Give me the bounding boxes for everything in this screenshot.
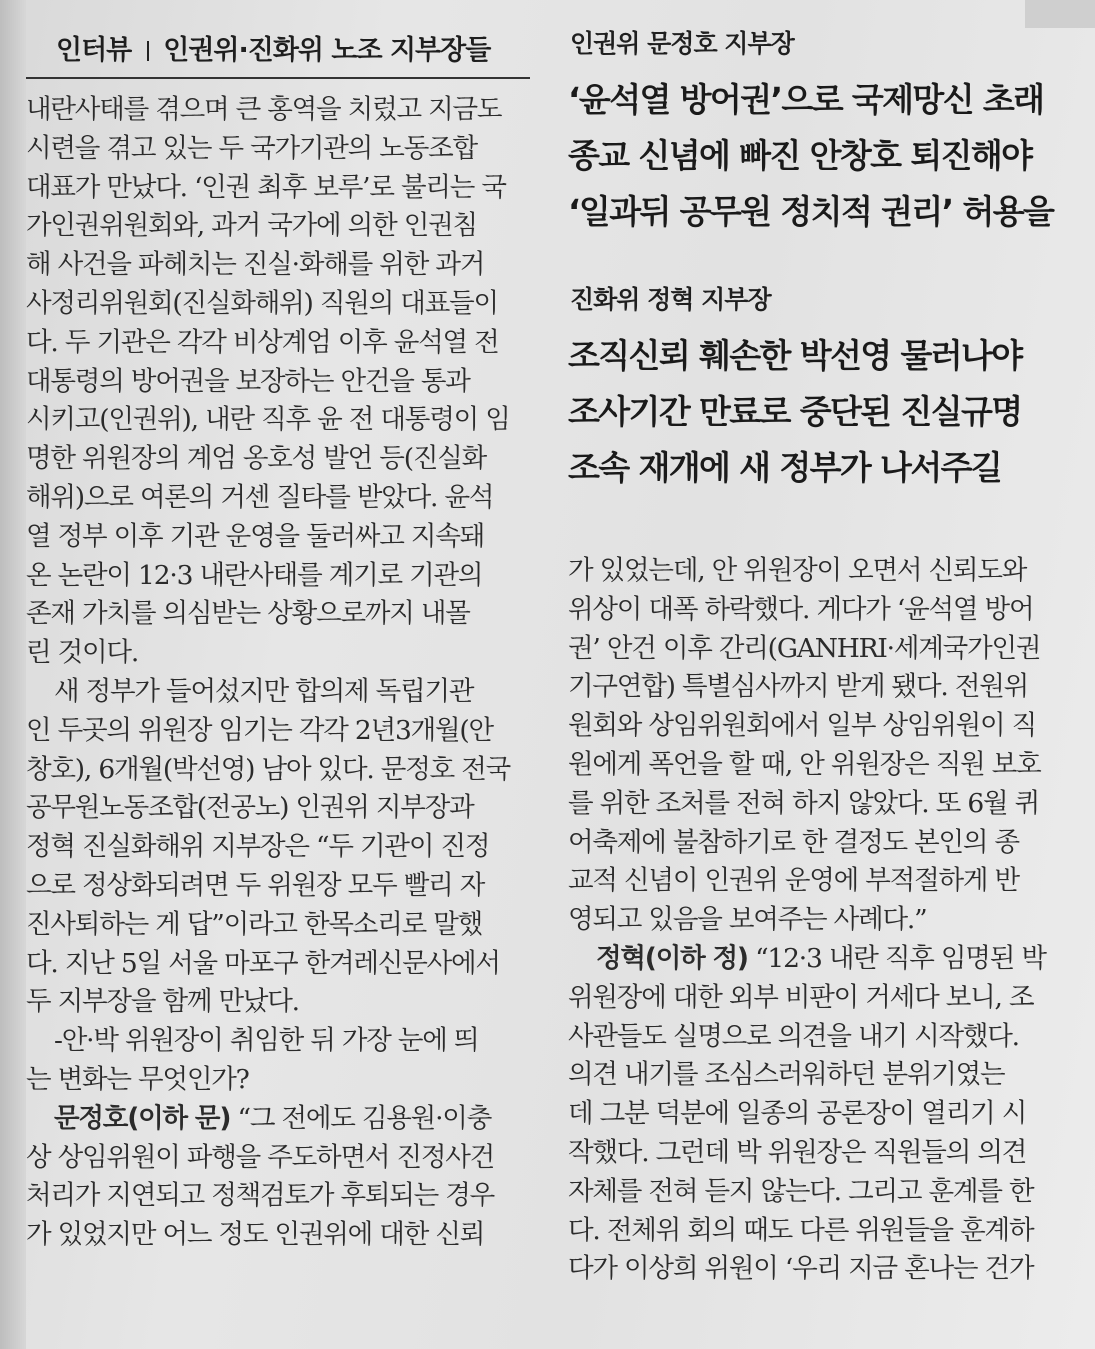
body-line: 온 논란이 12·3 내란사태를 계기로 기관의 xyxy=(26,559,483,591)
body-line: 영되고 있음을 보여주는 사례다.” xyxy=(568,904,927,936)
body-line: 처리가 지연되고 정책검토가 후퇴되는 경우 xyxy=(26,1180,495,1212)
body-line: 원에게 폭언을 할 때, 안 위원장은 직원 보호 xyxy=(568,748,1041,780)
body-line: 진사퇴하는 게 답”이라고 한목소리로 말했 xyxy=(26,908,483,940)
section-kicker xyxy=(26,14,530,79)
body-line: 시련을 겪고 있는 두 국가기관의 노동조합 xyxy=(26,132,477,164)
question-line: -안·박 위원장이 취임한 뒤 가장 눈에 띄 xyxy=(54,1025,479,1057)
body-line: 의견 내기를 조심스러워하던 분위기였는 xyxy=(568,1059,1005,1091)
body-line: 시키고(인권위), 내란 직후 윤 전 대통령이 임 xyxy=(26,404,510,436)
subhead-2: 진화위 정혁 지부장 xyxy=(570,285,771,314)
body-line: 두 지부장을 함께 만났다. xyxy=(26,986,299,1018)
kicker-divider xyxy=(147,41,149,61)
body-line: 으로 정상화되려면 두 위원장 모두 빨리 자 xyxy=(26,869,485,901)
body-line: 데 그분 덕분에 일종의 공론장이 열리기 시 xyxy=(568,1098,1027,1130)
body-line: 사관들도 실명으로 의견을 내기 시작했다. xyxy=(568,1020,1019,1052)
speaker-name: 문정호(이하 문) xyxy=(54,1102,231,1134)
left-column xyxy=(26,14,530,1255)
body-line: 작했다. 그런데 박 위원장은 직원들의 의견 xyxy=(568,1136,1027,1168)
body-line: 창호), 6개월(박선영) 남아 있다. 문정호 전국 xyxy=(26,753,511,785)
headline-line: ‘윤석열 방어권’으로 국제망신 초래 xyxy=(568,80,1044,119)
body-line: 기구연합) 특별심사까지 받게 됐다. 전원위 xyxy=(568,671,1029,703)
body-line: 해 사건을 파헤치는 진실·화해를 위한 과거 xyxy=(26,249,485,281)
body-line: 를 위한 조처를 전혀 하지 않았다. 또 6월 퀴 xyxy=(568,787,1040,819)
body-line: 다. 지난 5일 서울 마포구 한겨레신문사에서 xyxy=(26,947,500,979)
headline-line: 종교 신념에 빠진 안창호 퇴진해야 xyxy=(568,136,1032,175)
body-line: 다가 이상희 위원이 ‘우리 지금 혼나는 건가 xyxy=(568,1253,1034,1285)
body-line: 대표가 만났다. ‘인권 최후 보루’로 불리는 국 xyxy=(26,171,506,203)
body-line: 위원장에 대한 외부 비판이 거세다 보니, 조 xyxy=(568,981,1034,1013)
headline-line: ‘일과뒤 공무원 정치적 권리’ 허용을 xyxy=(568,192,1054,231)
headline-block xyxy=(568,14,1066,496)
body-line: 다. 두 기관은 각각 비상계엄 이후 윤석열 전 xyxy=(26,326,499,358)
body-line: 상 상임위원이 파행을 주도하면서 진정사건 xyxy=(26,1141,495,1173)
body-line: 해위)으로 여론의 거센 질타를 받았다. 윤석 xyxy=(26,481,494,513)
body-line: 가인권위원회와, 과거 국가에 의한 인권침 xyxy=(26,210,477,242)
kicker-title: 인권위·진화위 노조 지부장들 xyxy=(163,35,491,66)
body-line: 정혁 진실화해위 지부장은 “두 기관이 진정 xyxy=(26,831,490,863)
answer-line xyxy=(26,1100,530,1139)
headline-line: 조직신뢰 훼손한 박선영 물러나야 xyxy=(568,336,1022,375)
kicker-label: 인터뷰 xyxy=(56,35,132,66)
headline-line: 조속 재개에 새 정부가 나서주길 xyxy=(568,448,1002,487)
body-line: 교적 신념이 인권위 운영에 부적절하게 반 xyxy=(568,865,1019,897)
scan-edge-shadow xyxy=(0,0,26,1349)
body-line: 가 있었지만 어느 정도 인권위에 대한 신뢰 xyxy=(26,1219,485,1251)
article-body-right xyxy=(568,552,1066,1289)
body-line: 가 있었는데, 안 위원장이 오면서 신뢰도와 xyxy=(568,555,1027,586)
article-body-left xyxy=(26,91,530,1255)
answer-line xyxy=(568,940,1066,979)
body-line: 존재 가치를 의심받는 상황으로까지 내몰 xyxy=(26,598,470,630)
speaker-name: 정혁(이하 정) xyxy=(596,942,748,974)
body-line: 위상이 대폭 하락했다. 게다가 ‘윤석열 방어 xyxy=(568,593,1034,625)
headline-line: 조사기간 만료로 중단된 진실규명 xyxy=(568,392,1022,431)
body-line: 인 두곳의 위원장 임기는 각각 2년3개월(안 xyxy=(26,714,493,746)
body-line: 새 정부가 들어섰지만 합의제 독립기관 xyxy=(54,675,474,707)
body-line: 권’ 안건 이후 간리(GANHRI·세계국가인권 xyxy=(568,632,1041,664)
body-line: 사정리위원회(진실화해위) 직원의 대표들이 xyxy=(26,287,498,319)
body-line: 자체를 전혀 듣지 않는다. 그리고 훈계를 한 xyxy=(568,1175,1034,1207)
answer-text: “그 전에도 김용원·이충 xyxy=(237,1102,492,1134)
body-line: 열 정부 이후 기관 운영을 둘러싸고 지속돼 xyxy=(26,520,485,552)
body-line: 대통령의 방어권을 보장하는 안건을 통과 xyxy=(26,365,470,397)
body-line: 린 것이다. xyxy=(26,637,139,669)
body-line: 원회와 상임위원회에서 일부 상임위원이 직 xyxy=(568,710,1037,742)
body-line: 명한 위원장의 계엄 옹호성 발언 등(진실화 xyxy=(26,443,487,475)
body-line: 내란사태를 겪으며 큰 홍역을 치렀고 지금도 xyxy=(26,94,502,125)
question-line: 는 변화는 무엇인가? xyxy=(26,1063,249,1095)
body-line: 어축제에 불참하기로 한 결정도 본인의 종 xyxy=(568,826,1019,858)
answer-text: “12·3 내란 직후 임명된 박 xyxy=(755,942,1046,974)
body-line: 다. 전체위 회의 때도 다른 위원들을 훈계하 xyxy=(568,1214,1034,1246)
subhead-1: 인권위 문정호 지부장 xyxy=(570,29,794,58)
body-line: 공무원노동조합(전공노) 인권위 지부장과 xyxy=(26,792,474,824)
